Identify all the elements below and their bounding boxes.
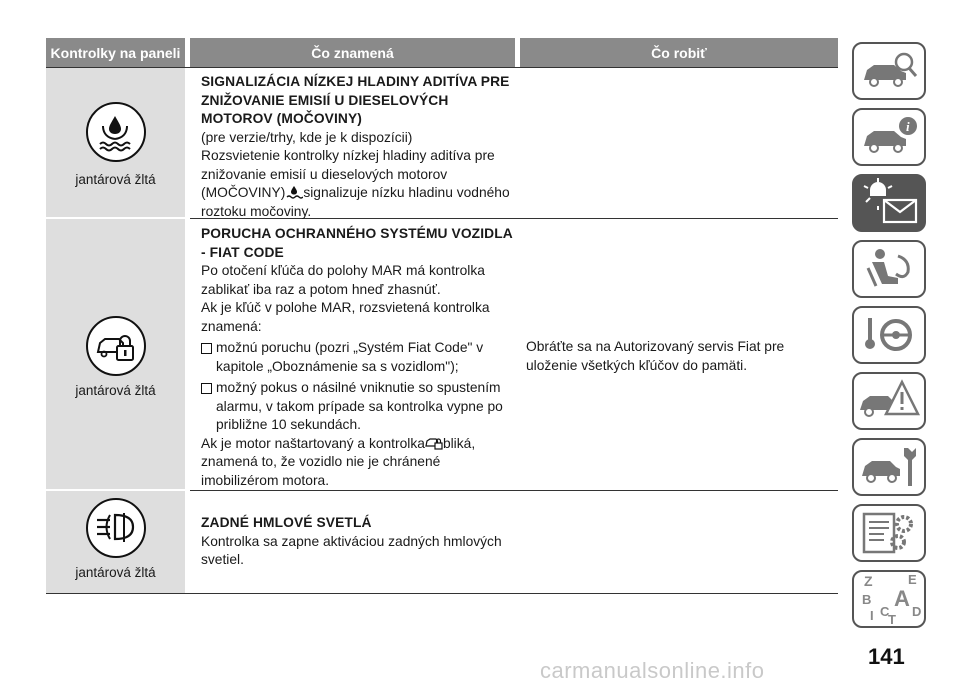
checkbox-bullet-icon (201, 343, 212, 354)
index-letter-c: C (880, 604, 890, 619)
car-wrench-icon (854, 440, 924, 494)
key-steering-wheel-icon (854, 308, 924, 362)
document-gears-icon (854, 506, 924, 560)
row2-text3: Ak je motor naštartovaný a kontrolka bliká, znamená to, že vozidlo nie je chránené imobilizérom motora. (201, 435, 476, 488)
row2-description (201, 225, 513, 490)
tab-emergency[interactable] (852, 372, 926, 430)
fiat-code-immobilizer-icon (86, 316, 146, 376)
row1-text2: Rozsvietenie kontrolky nízkej hladiny aditíva pre znižovanie emisií u dieselových motorov (MOČOVINY) signalizuje nízku hladinu vodného roztoku močoviny. (201, 148, 510, 219)
row2-color-label: jantárová žltá (75, 383, 156, 398)
row2-bullet-1: možnú poruchu (pozri „Systém Fiat Code" v kapitole „Oboznámenie sa s vozidlom"); (201, 339, 513, 376)
watermark: carmanualsonline.info (540, 658, 765, 683)
page-number: 141 (868, 644, 905, 669)
row3-description (201, 514, 513, 570)
immobilizer-inline-icon (425, 436, 443, 450)
adblue-drop-icon (86, 102, 146, 162)
header-action: Čo robiť (520, 38, 838, 67)
row1-color-label: jantárová žltá (75, 172, 156, 187)
car-magnifier-icon (854, 44, 924, 98)
svg-text:i: i (906, 119, 910, 134)
row1-text1: (pre verzie/trhy, kde je k dispozícii) (201, 129, 413, 145)
row2-text2: Ak je kľúč v polohe MAR, rozsvietená kontrolka znamená: (201, 300, 490, 334)
seat-airbag-icon (854, 242, 924, 296)
index-letter-b: B (862, 592, 872, 607)
car-info-icon (854, 110, 924, 164)
row2-text1: Po otočení kľúča do polohy MAR má kontrolka zablikať iba raz a potom hneď zhasnúť. (201, 263, 485, 297)
index-letter-z: Z (864, 573, 873, 589)
header-meaning: Čo znamená (190, 38, 515, 67)
car-warning-triangle-icon (854, 374, 924, 428)
row3-title: ZADNÉ HMLOVÉ SVETLÁ (201, 515, 372, 530)
rear-fog-light-icon (86, 498, 146, 558)
index-letter-e: E (908, 572, 917, 587)
tab-car-search[interactable] (852, 42, 926, 100)
row1-description (201, 73, 513, 221)
tab-warning-lights[interactable] (852, 174, 926, 232)
row3-text1: Kontrolka sa zapne aktiváciou zadných hmlových svetiel. (201, 533, 502, 567)
row2-bullet-2: možný pokus o násilné vniknutie so spustením alarmu, v takom prípade sa kontrolka vypne po približne 10 sekundách. (201, 379, 513, 435)
tab-car-info[interactable] (852, 108, 926, 166)
table-line (46, 67, 838, 68)
tab-index[interactable] (852, 570, 926, 628)
tab-safety[interactable] (852, 240, 926, 298)
warning-light-envelope-icon (854, 176, 924, 230)
index-letter-t: T (888, 612, 896, 626)
tab-maintenance[interactable] (852, 438, 926, 496)
row2-action: Obráťte sa na Autorizovaný servis Fiat pre uloženie všetkých kľúčov do pamäti. (526, 339, 785, 373)
alphabet-index-icon (854, 572, 924, 626)
row2-title: PORUCHA OCHRANNÉHO SYSTÉMU VOZIDLA - FIAT CODE (201, 226, 513, 260)
adblue-inline-icon (285, 185, 303, 199)
index-letter-d: D (912, 604, 922, 619)
table-line (190, 490, 838, 491)
row3-color-label: jantárová žltá (75, 565, 156, 580)
index-letter-a: A (894, 586, 910, 611)
index-letter-i: I (870, 608, 874, 623)
tab-driving[interactable] (852, 306, 926, 364)
tab-technical-data[interactable] (852, 504, 926, 562)
table-line (46, 593, 838, 594)
checkbox-bullet-icon (201, 383, 212, 394)
row1-title: SIGNALIZÁCIA NÍZKEJ HLADINY ADITÍVA PRE ZNIŽOVANIE EMISIÍ U DIESELOVÝCH MOTOROV (MOČOVINY) (201, 74, 510, 126)
header-warning-lights: Kontrolky na paneli (46, 38, 185, 67)
